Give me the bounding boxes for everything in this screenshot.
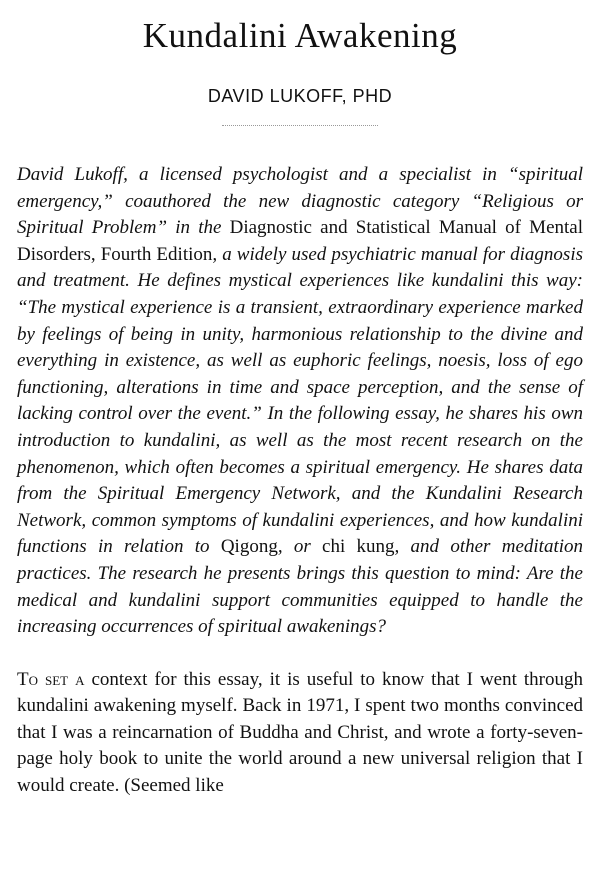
chi-kung-term: chi kung	[322, 536, 395, 558]
intro-paragraph	[17, 162, 583, 641]
book-page	[17, 0, 583, 879]
chapter-title: Kundalini Awakening	[142, 16, 458, 55]
body-paragraph	[17, 667, 583, 800]
intro-text-2: , a widely used psychiatric manual for diagnosis and treatment. He defines mystical experiences like kundalini this way: “The mystical experience is a transient, extraordinary experience marked by feelings of being in unity, harmonious relationship to the divine and everything in existence, as well as euphoric feelings, noesis, loss of ego functioning, alterations in time and space perception, and the sense of lacking control over the event.” In the following essay, he shares his own introduction to kundalini, as well as the most recent research on the phenomenon, which often becomes a spiritual emergency. He shares data from the Spiritual Emergency Network, and the Kundalini Research Network, common symptoms of kundalini experiences, and how kundalini functions in relation to	[17, 243, 583, 558]
title-divider	[222, 125, 378, 129]
author-name: DAVID LUKOFF, PHD	[207, 86, 393, 106]
intro-text-3: , or	[277, 536, 323, 558]
body-text: context for this essay, it is useful to know that I went through kundalini awakening myself. Back in 1971, I spent two months convinced that I was a reincarnation of Buddha and Christ, and wrote a forty-seven-page holy book to unite the world around a new universal religion that I would create. (Seemed like	[17, 668, 583, 797]
lead-in-smallcaps: To set a	[17, 668, 85, 690]
manual-title: Diagnostic and Statistical Manual of Mental Disorders, Fourth Edition	[17, 217, 583, 265]
qigong-term: Qigong	[220, 536, 278, 558]
intro-text-1: David Lukoff, a licensed psychologist and a specialist in “spiritual emergency,” coauthored the new diagnostic category “Religious or Spiritual Problem” in the	[17, 164, 583, 239]
intro-text-4: , and other meditation practices. The research he presents brings this question to mind: Are the medical and kundalini support communities equipped to handle the increasing occurrences of spiritual awakenings?	[17, 536, 583, 638]
